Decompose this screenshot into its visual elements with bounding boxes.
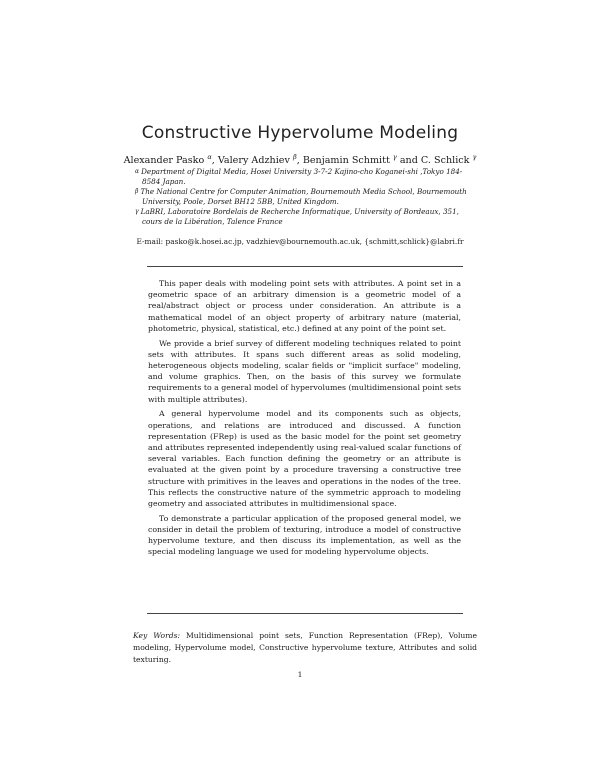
affiliation-marker: β [292, 153, 297, 161]
affiliations [135, 167, 475, 228]
abstract-paragraph: This paper deals with modeling point sets with attributes. A point set in a geometric space of an arbitrary dimension is a geometric model of a real/abstract object or process under consideration. An attribute is a mathematical model of an object property of arbitrary nature (material, photometric, physical, statistical, etc.) defined at any point of the point set. [148, 279, 461, 333]
abstract [148, 278, 461, 561]
paper-title: Constructive Hypervolume Modeling [141, 123, 459, 143]
affiliation-marker: γ [135, 208, 139, 216]
affiliation-marker: α [207, 153, 212, 161]
abstract-paragraph: We provide a brief survey of different modeling techniques related to point sets with attributes. It spans such different areas as solid modeling, heterogeneous objects modeling, scalar fields or "implicit surface" modeling, and volume graphics. Then, on the basis of this survey we formulate requirements to a general model of hypervolumes (multidimensional point sets with multiple attributes). [148, 338, 461, 404]
abstract-top-rule [147, 266, 463, 267]
affiliation-marker: β [135, 188, 139, 196]
email-line: E-mail: pasko@k.hosei.ac.jp, vadzhiev@bournemouth.ac.uk, {schmitt,schlick}@labri.fr [136, 237, 464, 246]
abstract-bottom-rule [147, 613, 463, 614]
affiliation-text: Department of Digital Media, Hosei University 3-7-2 Kajino-cho Koganei-shi ,Tokyo 184-8584 Japan. [141, 167, 463, 186]
author-name: Alexander Pasko [123, 155, 205, 167]
affiliation-marker: γ [472, 153, 477, 161]
affiliation [135, 207, 475, 226]
affiliation [135, 167, 475, 186]
affiliation-marker: α [135, 168, 140, 175]
keywords-label: Key Words: [133, 631, 181, 640]
author-name: C. Schlick [420, 155, 470, 167]
abstract-paragraph: To demonstrate a particular application of the proposed general model, we consider in detail the problem of texturing, introduce a model of constructive hypervolume texture, and then discuss its implementation, as well as the special modeling language we used for modeling hypervolume objects. [148, 513, 461, 557]
page-number: 1 [297, 670, 303, 679]
affiliation-text: The National Centre for Computer Animation, Bournemouth Media School, Bournemouth University, Poole, Dorset BH12 5BB, United Kingdom. [140, 187, 467, 206]
affiliation-text: LaBRI, Laboratoire Bordelais de Recherche Informatique, University of Bordeaux, 351, cours de la Libération, Talence France [140, 207, 459, 226]
affiliation [135, 187, 475, 206]
author-name: Benjamin Schmitt [302, 155, 390, 167]
abstract-paragraph: A general hypervolume model and its components such as objects, operations, and relations are introduced and discussed. A function representation (FRep) is used as the basic model for the point set geometry and attributes represented independently using real-valued scalar functions of several variables. Each function defining the geometry or an attribute is evaluated at the given point by a procedure traversing a constructive tree structure with primitives in the leaves and operations in the nodes of the tree. This reflects the constructive nature of the symmetric approach to modeling geometry and associated attributes in multidimensional space. [148, 409, 461, 509]
author-name: Valery Adzhiev [217, 155, 290, 167]
affiliation-marker: γ [392, 153, 397, 161]
author-line: Alexander Pasko $^\alpha$, Valery Adzhiev $^\beta$, Benjamin Schmitt $^\gamma$ and C. Schlick $^\gamma$ [123, 153, 477, 167]
keywords-text: Multidimensional point sets, Function Representation (FRep), Volume modeling, Hypervolume model, Constructive hypervolume texture, Attributes and solid texturing. [133, 631, 477, 665]
keywords [133, 630, 477, 667]
